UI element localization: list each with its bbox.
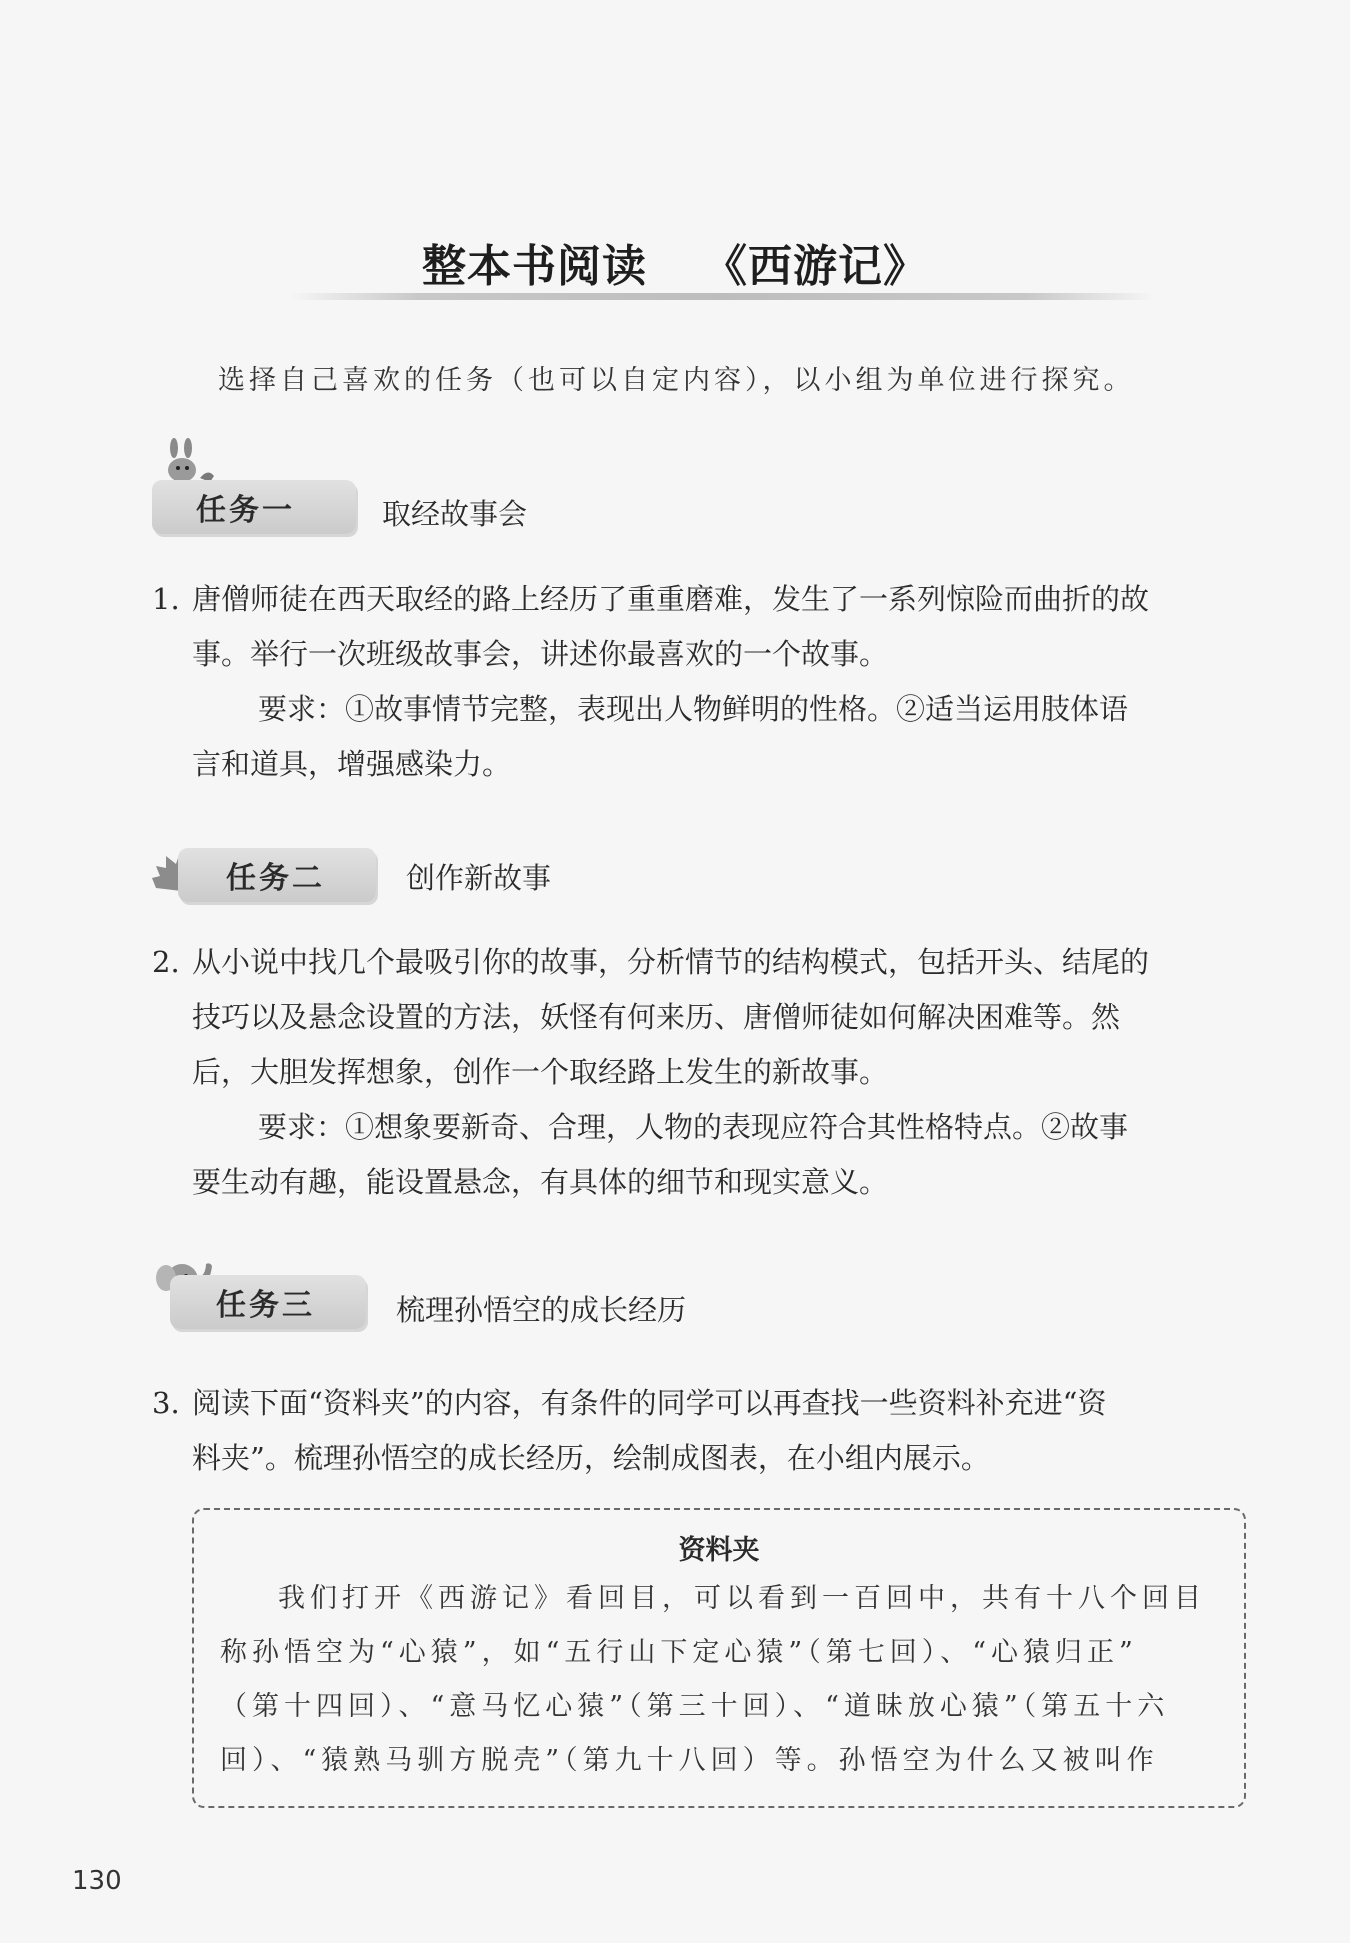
task-one-requirement-2: 言和道具，增强感染力。 — [192, 747, 512, 781]
resource-folder-box — [192, 1508, 1246, 1808]
task-two-line-1: 从小说中找几个最吸引你的故事，分析情节的结构模式，包括开头、结尾的 — [192, 945, 1150, 979]
task-two-line-2: 技巧以及悬念设置的方法，妖怪有何来历、唐僧师徒如何解决困难等。然 — [192, 1000, 1121, 1034]
resource-line-2: 称孙悟空为“心猿”，如“五行山下定心猿”（第七回）、“心猿归正” — [220, 1637, 1138, 1668]
task-three-line-1: 阅读下面“资料夹”的内容，有条件的同学可以再查找一些资料补充进“资 — [192, 1386, 1107, 1420]
task-three-paragraph — [152, 1376, 1252, 1486]
task-two-line-3: 后，大胆发挥想象，创作一个取经路上发生的新故事。 — [192, 1055, 889, 1089]
intro-text: 选择自己喜欢的任务（也可以自定内容），以小组为单位进行探究。 — [218, 365, 1135, 396]
title-book: 《西游记》 — [703, 241, 928, 292]
task-two-badge-label: 任务二 — [226, 861, 325, 896]
task-one-line-1: 唐僧师徒在西天取经的路上经历了重重磨难，发生了一系列惊险而曲折的故 — [192, 582, 1150, 616]
task-one-requirement-1: 要求：①故事情节完整，表现出人物鲜明的性格。②适当运用肢体语 — [258, 692, 1129, 726]
task-one-badge — [152, 480, 356, 534]
task-two-requirement-1: 要求：①想象要新奇、合理，人物的表现应符合其性格特点。②故事 — [258, 1110, 1129, 1144]
task-two-paragraph — [152, 935, 1252, 1210]
task-one-line-2: 事。举行一次班级故事会，讲述你最喜欢的一个故事。 — [192, 637, 889, 671]
resource-folder-title: 资料夹 — [678, 1535, 760, 1566]
task-two-requirement-2: 要生动有趣，能设置悬念，有具体的细节和现实意义。 — [192, 1165, 889, 1199]
task-one-badge-label: 任务一 — [196, 493, 295, 528]
task-three-number: 3. — [152, 1386, 180, 1420]
task-three-badge — [170, 1275, 366, 1329]
rabbit-mascot-icon — [160, 438, 216, 486]
resource-folder-text — [220, 1572, 1218, 1788]
task-one-number: 1. — [152, 582, 180, 616]
task-two-badge — [178, 848, 376, 902]
resource-line-4: 回）、“猿熟马驯方脱壳”（第九十八回）等。孙悟空为什么又被叫作 — [220, 1745, 1159, 1776]
title-underline — [290, 293, 1155, 300]
title-main: 整本书阅读 — [422, 241, 647, 292]
task-two-heading: 创作新故事 — [406, 861, 552, 895]
task-two-number: 2. — [152, 945, 180, 979]
resource-line-3: （第十四回）、“意马忆心猿”（第三十回）、“道昧放心猿”（第五十六 — [220, 1691, 1170, 1722]
task-three-badge-label: 任务三 — [216, 1288, 315, 1323]
task-three-heading: 梳理孙悟空的成长经历 — [396, 1293, 687, 1327]
page-title — [0, 230, 1350, 294]
task-one-paragraph — [152, 572, 1252, 792]
page-number: 130 — [72, 1866, 122, 1896]
resource-line-1: 我们打开《西游记》看回目，可以看到一百回中，共有十八个回目 — [278, 1583, 1206, 1614]
task-three-line-2: 料夹”。梳理孙悟空的成长经历，绘制成图表，在小组内展示。 — [192, 1441, 990, 1475]
task-one-heading: 取经故事会 — [382, 497, 528, 531]
